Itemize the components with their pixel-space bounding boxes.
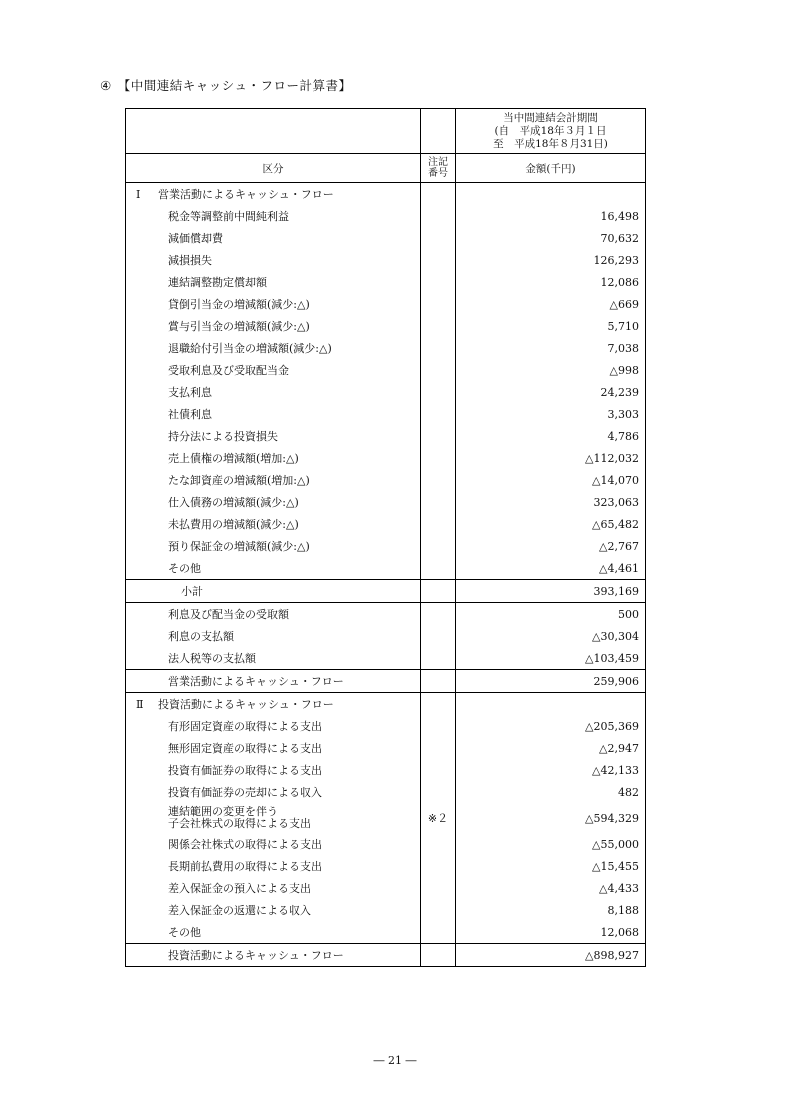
table-row [126,491,646,513]
amount-cell: 12,068 [456,921,646,944]
item-label: たな卸資産の増減額(増加:△) [126,469,421,491]
table-row [126,403,646,425]
table-row [126,513,646,535]
note-cell [421,833,456,855]
period-empty-item [126,109,421,154]
item-label: 減価償却費 [126,227,421,249]
table-row [126,647,646,670]
item-label: 投資有価証券の売却による収入 [126,781,421,803]
table-row [126,737,646,759]
page-number: ― 21 ― [373,1054,417,1067]
note-cell [421,625,456,647]
period-start: (自 平成18年３月１日 [494,124,607,137]
item-label: 差入保証金の預入による支出 [126,877,421,899]
section-heading [100,76,351,94]
note-cell [421,227,456,249]
table-row [126,271,646,293]
note-cell [421,469,456,491]
item-label: その他 [126,921,421,944]
item-label: 税金等調整前中間純利益 [126,205,421,227]
item-label: 連結調整勘定償却額 [126,271,421,293]
note-cell [421,557,456,580]
header-note-line1: 注記 [428,157,448,168]
period-header [456,109,646,154]
table-row [126,205,646,227]
item-label: 賞与引当金の増減額(減少:△) [126,315,421,337]
item-label: 投資有価証券の取得による支出 [126,759,421,781]
note-cell [421,249,456,271]
item-label: 貸倒引当金の増減額(減少:△) [126,293,421,315]
amount-cell: △14,070 [456,469,646,491]
amount-cell: △15,455 [456,855,646,877]
amount-cell: △112,032 [456,447,646,469]
item-label: その他 [126,557,421,580]
section-numeral: Ⅱ [136,698,144,711]
section-row [126,183,646,206]
table-row [126,293,646,315]
table-row [126,469,646,491]
note-cell [421,603,456,626]
amount-cell: △2,767 [456,535,646,557]
period-header-row [126,109,646,154]
total-amount: △898,927 [456,944,646,967]
table-row [126,855,646,877]
note-cell [421,513,456,535]
amount-cell: △30,304 [456,625,646,647]
table-row [126,337,646,359]
amount-cell: 323,063 [456,491,646,513]
item-label: 利息の支払額 [126,625,421,647]
table-row [126,359,646,381]
total-row [126,670,646,693]
note-cell [421,183,456,206]
note-cell [421,899,456,921]
table-row [126,899,646,921]
amount-cell: 7,038 [456,337,646,359]
note-cell [421,737,456,759]
note-cell [421,647,456,670]
note-cell [421,381,456,403]
amount-cell: 24,239 [456,381,646,403]
total-label: 営業活動によるキャッシュ・フロー [126,670,421,693]
note-cell [421,693,456,716]
item-label: 無形固定資産の取得による支出 [126,737,421,759]
amount-cell: 3,303 [456,403,646,425]
note-cell [421,205,456,227]
item-label-line2: 子会社株式の取得による支出 [168,817,311,830]
amount-cell: △65,482 [456,513,646,535]
header-note-line2: 番号 [428,168,448,179]
note-cell [421,921,456,944]
table-row [126,603,646,626]
note-cell: ※２ [421,803,456,833]
table-row [126,921,646,944]
note-cell [421,759,456,781]
period-end: 至 平成18年８月31日) [493,137,608,150]
note-cell [421,425,456,447]
table-row [126,425,646,447]
item-label: 関係会社株式の取得による支出 [126,833,421,855]
table-row [126,833,646,855]
item-label-line1: 連結範囲の変更を伴う [168,805,278,818]
note-cell [421,271,456,293]
amount-cell [456,183,646,206]
section-number: ④ [100,78,112,93]
note-cell [421,337,456,359]
total-row [126,944,646,967]
note-cell [421,855,456,877]
subtotal-amount: 393,169 [456,580,646,603]
item-label: 支払利息 [126,381,421,403]
column-header-row [126,154,646,183]
amount-cell: 482 [456,781,646,803]
table-row [126,715,646,737]
table-row [126,447,646,469]
subtotal-label: 小計 [126,580,421,603]
table-row [126,249,646,271]
period-empty-note [421,109,456,154]
item-label: 差入保証金の返還による収入 [126,899,421,921]
table-row [126,535,646,557]
note-cell [421,715,456,737]
table-row [126,557,646,580]
amount-cell: △205,369 [456,715,646,737]
table-row [126,315,646,337]
section-label: 投資活動によるキャッシュ・フロー [158,698,334,711]
amount-cell: △669 [456,293,646,315]
item-label: 利息及び配当金の受取額 [126,603,421,626]
item-label: 仕入債務の増減額(減少:△) [126,491,421,513]
amount-cell [456,693,646,716]
note-cell [421,877,456,899]
note-cell [421,535,456,557]
table-row [126,759,646,781]
amount-cell: △103,459 [456,647,646,670]
amount-cell: △42,133 [456,759,646,781]
period-title: 当中間連結会計期間 [503,111,598,124]
note-cell [421,359,456,381]
item-label: 売上債権の増減額(増加:△) [126,447,421,469]
header-note [421,154,456,183]
note-cell [421,580,456,603]
item-label: 減損損失 [126,249,421,271]
section-title: 【中間連結キャッシュ・フロー計算書】 [117,78,352,93]
table-row [126,803,646,833]
item-label: 法人税等の支払額 [126,647,421,670]
amount-cell: △998 [456,359,646,381]
amount-cell: 12,086 [456,271,646,293]
item-label: 未払費用の増減額(減少:△) [126,513,421,535]
table-row [126,381,646,403]
amount-cell: 5,710 [456,315,646,337]
note-cell [421,403,456,425]
item-label: 社債利息 [126,403,421,425]
amount-cell: △55,000 [456,833,646,855]
amount-cell: △4,461 [456,557,646,580]
amount-cell: 8,188 [456,899,646,921]
note-cell [421,447,456,469]
table-row [126,227,646,249]
total-amount: 259,906 [456,670,646,693]
note-cell [421,491,456,513]
amount-cell: △4,433 [456,877,646,899]
note-cell [421,315,456,337]
item-label: 預り保証金の増減額(減少:△) [126,535,421,557]
header-item: 区分 [126,154,421,183]
total-label: 投資活動によるキャッシュ・フロー [126,944,421,967]
note-cell [421,781,456,803]
section-row [126,693,646,716]
item-label: 有形固定資産の取得による支出 [126,715,421,737]
note-cell [421,670,456,693]
table-row [126,877,646,899]
note-cell [421,293,456,315]
subtotal-row [126,580,646,603]
section-numeral: Ⅰ [136,188,141,201]
header-amount: 金額(千円) [456,154,646,183]
cash-flow-table [125,108,646,967]
note-cell [421,944,456,967]
amount-cell: 70,632 [456,227,646,249]
item-label: 退職給付引当金の増減額(減少:△) [126,337,421,359]
item-label: 持分法による投資損失 [126,425,421,447]
table-row [126,625,646,647]
item-label: 受取利息及び受取配当金 [126,359,421,381]
amount-cell: △594,329 [456,803,646,833]
amount-cell: 500 [456,603,646,626]
table-row [126,781,646,803]
amount-cell: 126,293 [456,249,646,271]
amount-cell: 16,498 [456,205,646,227]
item-label [126,803,421,833]
section-label: 営業活動によるキャッシュ・フロー [158,188,334,201]
amount-cell: △2,947 [456,737,646,759]
item-label: 長期前払費用の取得による支出 [126,855,421,877]
amount-cell: 4,786 [456,425,646,447]
